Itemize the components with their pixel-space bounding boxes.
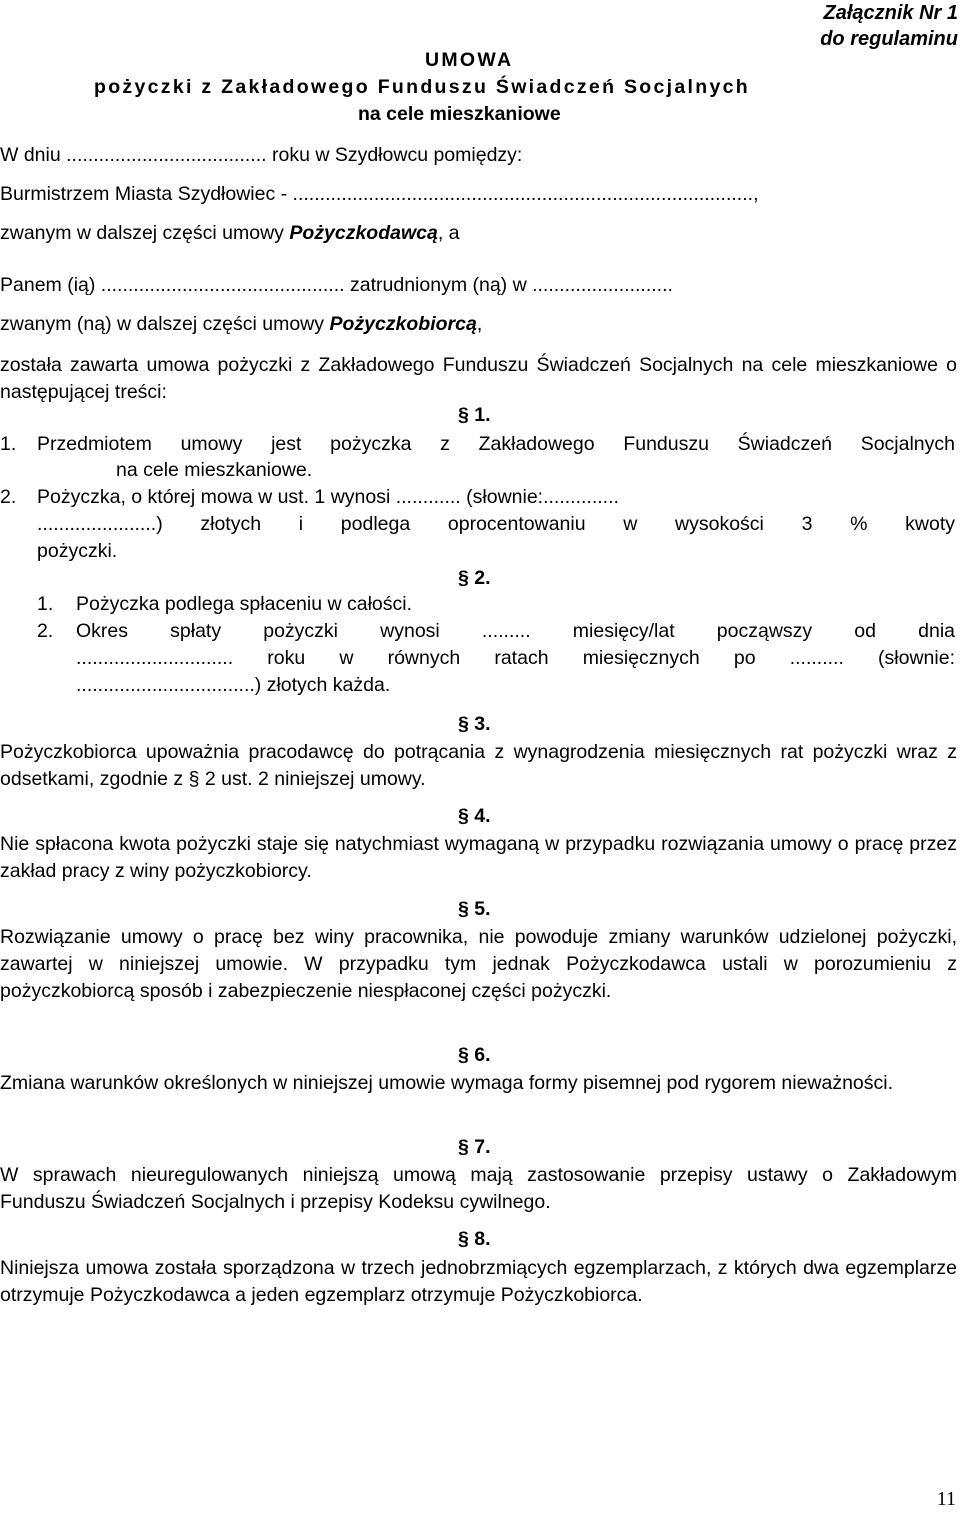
s2-item2-line2: ............................. roku w równych ratach miesięcznych po .......... (słownie:: [76, 647, 955, 669]
section-number: 3.: [474, 713, 491, 735]
section-5-heading: [458, 898, 491, 921]
s1-item2-line3: pożyczki.: [37, 540, 118, 562]
s2-item2-number: 2.: [37, 620, 54, 642]
s1-item2-number: 2.: [0, 486, 17, 508]
section-6-heading: [458, 1044, 491, 1067]
section-number: 6.: [474, 1044, 491, 1066]
section-symbol-icon: §: [458, 898, 469, 920]
s2-item2-line3: .................................) złotych każda.: [76, 674, 391, 696]
lender-role: Pożyczkodawcą: [289, 222, 438, 244]
section-number: 7.: [474, 1136, 491, 1158]
date-line: W dniu ..................................... roku w Szydłowcu pomiędzy:: [0, 144, 523, 166]
s2-item2-line1: Okres spłaty pożyczki wynosi ......... miesięcy/lat począwszy od dnia: [76, 620, 955, 642]
s5-text: Rozwiązanie umowy o pracę bez winy pracownika, nie powoduje zmiany warunków udzielonej pożyczki, zawartej w niniejszej umowie. W przypadku tym jednak Pożyczkodawca ustali w porozumieniu z pożyczkobiorcą sposób i zabezpieczenie niespłaconej części pożyczki.: [0, 926, 957, 1002]
borrower-named-line: [0, 313, 482, 336]
annex-header: [820, 0, 958, 52]
s1-item2-line1: Pożyczka, o której mowa w ust. 1 wynosi ............ (słownie:..............: [37, 486, 619, 508]
s4-text: Nie spłacona kwota pożyczki staje się natychmiast wymaganą w przypadku rozwiązania umowy o pracę przez zakład pracy z winy pożyczkobiorcy.: [0, 833, 957, 882]
section-number: 4.: [474, 805, 491, 827]
title-subject: pożyczki z Zakładowego Funduszu Świadczeń Socjalnych: [94, 76, 750, 98]
section-symbol-icon: §: [458, 404, 469, 426]
section-symbol-icon: §: [458, 567, 469, 589]
lender-named-suffix: , a: [437, 222, 460, 244]
section-symbol-icon: §: [458, 1136, 469, 1158]
section-number: 2.: [474, 567, 491, 589]
agreement-text: została zawarta umowa pożyczki z Zakładowego Funduszu Świadczeń Socjalnych na cele mieszkaniowe o następującej treści:: [0, 354, 957, 403]
s1-item1-line1: Przedmiotem umowy jest pożyczka z Zakładowego Funduszu Świadczeń Socjalnych: [37, 433, 955, 455]
annex-reference: do regulaminu: [820, 28, 958, 50]
section-number: 1.: [474, 404, 491, 426]
s7-text: W sprawach nieuregulowanych niniejszą umową mają zastosowanie przepisy ustawy o Zakładowym Funduszu Świadczeń Socjalnych i przepisy Kodeksu cywilnego.: [0, 1164, 957, 1213]
section-number: 5.: [474, 898, 491, 920]
s2-item1-text: Pożyczka podlega spłaceniu w całości.: [76, 593, 413, 615]
s8-text: Niniejsza umowa została sporządzona w trzech jednobrzmiących egzemplarzach, z których dwa egzemplarze otrzymuje Pożyczkodawca a jeden egzemplarz otrzymuje Pożyczkobiorca.: [0, 1257, 957, 1306]
section-3-heading: [458, 713, 491, 736]
section-4-heading: [458, 805, 491, 828]
section-symbol-icon: §: [458, 805, 469, 827]
title-purpose: na cele mieszkaniowe: [358, 103, 561, 125]
s1-item1-number: 1.: [0, 433, 17, 455]
borrower-named-suffix: ,: [476, 313, 483, 335]
section-8-heading: [458, 1228, 491, 1251]
page-number: 11: [936, 1488, 956, 1510]
section-2-heading: [458, 567, 491, 590]
borrower-named-prefix: zwanym (ną) w dalszej części umowy: [0, 313, 330, 335]
title-main: UMOWA: [425, 49, 514, 71]
section-1-heading: [458, 404, 491, 427]
section-symbol-icon: §: [458, 1044, 469, 1066]
lender-named-line: [0, 222, 460, 245]
s2-item1-number: 1.: [37, 593, 54, 615]
annex-number: Załącznik Nr 1: [823, 2, 958, 24]
s1-item1-line2: na cele mieszkaniowe.: [116, 459, 313, 481]
s6-text: Zmiana warunków określonych w niniejszej umowie wymaga formy pisemnej pod rygorem nieważności.: [0, 1072, 894, 1094]
borrower-line: Panem (ią) ............................................. zatrudnionym (ną) w ..........................: [0, 274, 673, 296]
section-7-heading: [458, 1136, 491, 1159]
section-symbol-icon: §: [458, 1228, 469, 1250]
lender-line: Burmistrzem Miasta Szydłowiec - .....................................................................................,: [0, 183, 759, 205]
section-symbol-icon: §: [458, 713, 469, 735]
s1-item2-line2: ......................) złotych i podlega oprocentowaniu w wysokości 3 % kwoty: [37, 513, 955, 535]
section-number: 8.: [474, 1228, 491, 1250]
lender-named-prefix: zwanym w dalszej części umowy: [0, 222, 290, 244]
borrower-role: Pożyczkobiorcą: [329, 313, 477, 335]
s3-text: Pożyczkobiorca upoważnia pracodawcę do potrącania z wynagrodzenia miesięcznych rat pożyczki wraz z odsetkami, zgodnie z § 2 ust. 2 niniejszej umowy.: [0, 741, 957, 790]
